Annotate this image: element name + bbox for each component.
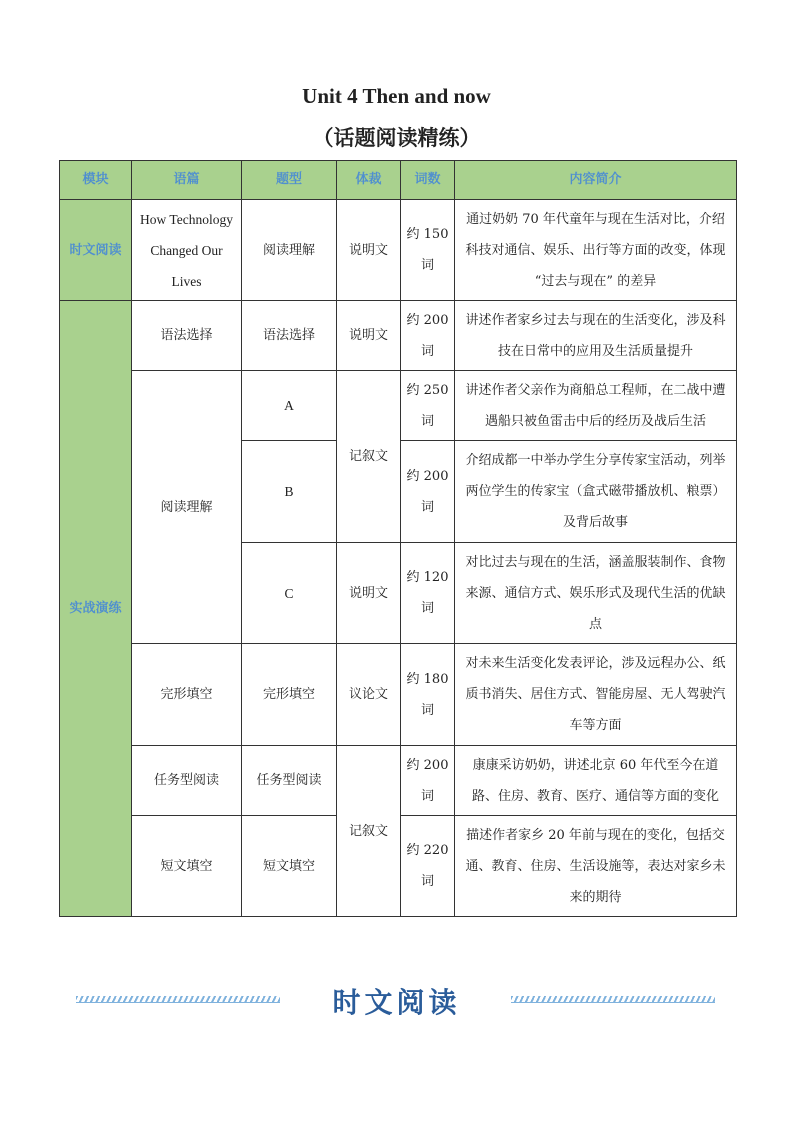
intro-cell: 对未来生活变化发表评论，涉及远程办公、纸质书消失、居住方式、智能房屋、无人驾驶汽车等方面 [455,644,737,746]
words-cell: 约 200 词 [401,441,455,543]
document-title: Unit 4 Then and now [302,84,491,108]
module-cell: 实战演练 [60,301,132,917]
words-cell: 约 180 词 [401,644,455,746]
table-row [60,746,737,816]
passage-cell: 短文填空 [132,816,242,917]
words-cell: 约 150 词 [401,200,455,301]
words-cell: 约 120 词 [401,543,455,644]
header-module: 模块 [60,161,132,200]
header-words: 词数 [401,161,455,200]
section-title: 时文阅读 [332,986,461,1019]
header-intro: 内容简介 [455,161,737,200]
type-cell: 阅读理解 [242,200,337,301]
intro-cell: 对比过去与现在的生活，涵盖服装制作、食物来源、通信方式、娱乐形式及现代生活的优缺点 [455,543,737,644]
table-row [60,371,737,441]
intro-cell: 讲述作者家乡过去与现在的生活变化，涉及科技在日常中的应用及生活质量提升 [455,301,737,371]
header-type: 题型 [242,161,337,200]
words-cell: 约 200 词 [401,301,455,371]
genre-cell: 说明文 [337,543,401,644]
section-banner [0,984,793,1024]
passage-cell: How Technology Changed Our Lives [132,200,242,301]
table-row [60,301,737,371]
passage-cell: 完形填空 [132,644,242,746]
type-cell: 短文填空 [242,816,337,917]
words-cell: 约 250 词 [401,371,455,441]
intro-cell: 讲述作者父亲作为商船总工程师，在二战中遭遇船只被鱼雷击中后的经历及战后生活 [455,371,737,441]
module-cell: 时文阅读 [60,200,132,301]
genre-cell: 说明文 [337,301,401,371]
type-cell: 任务型阅读 [242,746,337,816]
words-cell: 约 200 词 [401,746,455,816]
intro-cell: 介绍成都一中举办学生分享传家宝活动，列举两位学生的传家宝（盒式磁带播放机、粮票）及背后故事 [455,441,737,543]
type-cell: C [242,543,337,644]
document-subtitle: （话题阅读精练） [312,125,481,150]
passage-cell: 阅读理解 [132,371,242,644]
genre-cell: 议论文 [337,644,401,746]
header-passage: 语篇 [132,161,242,200]
words-cell: 约 220 词 [401,816,455,917]
genre-cell: 记叙文 [337,371,401,543]
type-cell: A [242,371,337,441]
table-row [60,200,737,301]
passage-cell: 任务型阅读 [132,746,242,816]
genre-cell: 记叙文 [337,746,401,917]
type-cell: 语法选择 [242,301,337,371]
type-cell: B [242,441,337,543]
type-cell: 完形填空 [242,644,337,746]
table-row [60,644,737,746]
banner-decoration-right [511,996,715,1003]
header-genre: 体裁 [337,161,401,200]
banner-decoration-left [76,996,280,1003]
table-header-row [60,161,737,200]
passage-cell: 语法选择 [132,301,242,371]
genre-cell: 说明文 [337,200,401,301]
intro-cell: 描述作者家乡 20 年前与现在的变化，包括交通、教育、住房、生活设施等，表达对家乡未来的期待 [455,816,737,917]
intro-cell: 康康采访奶奶，讲述北京 60 年代至今在道路、住房、教育、医疗、通信等方面的变化 [455,746,737,816]
intro-cell: 通过奶奶 70 年代童年与现在生活对比，介绍科技对通信、娱乐、出行等方面的改变，体现 “过去与现在” 的差异 [455,200,737,301]
overview-table [59,160,737,917]
